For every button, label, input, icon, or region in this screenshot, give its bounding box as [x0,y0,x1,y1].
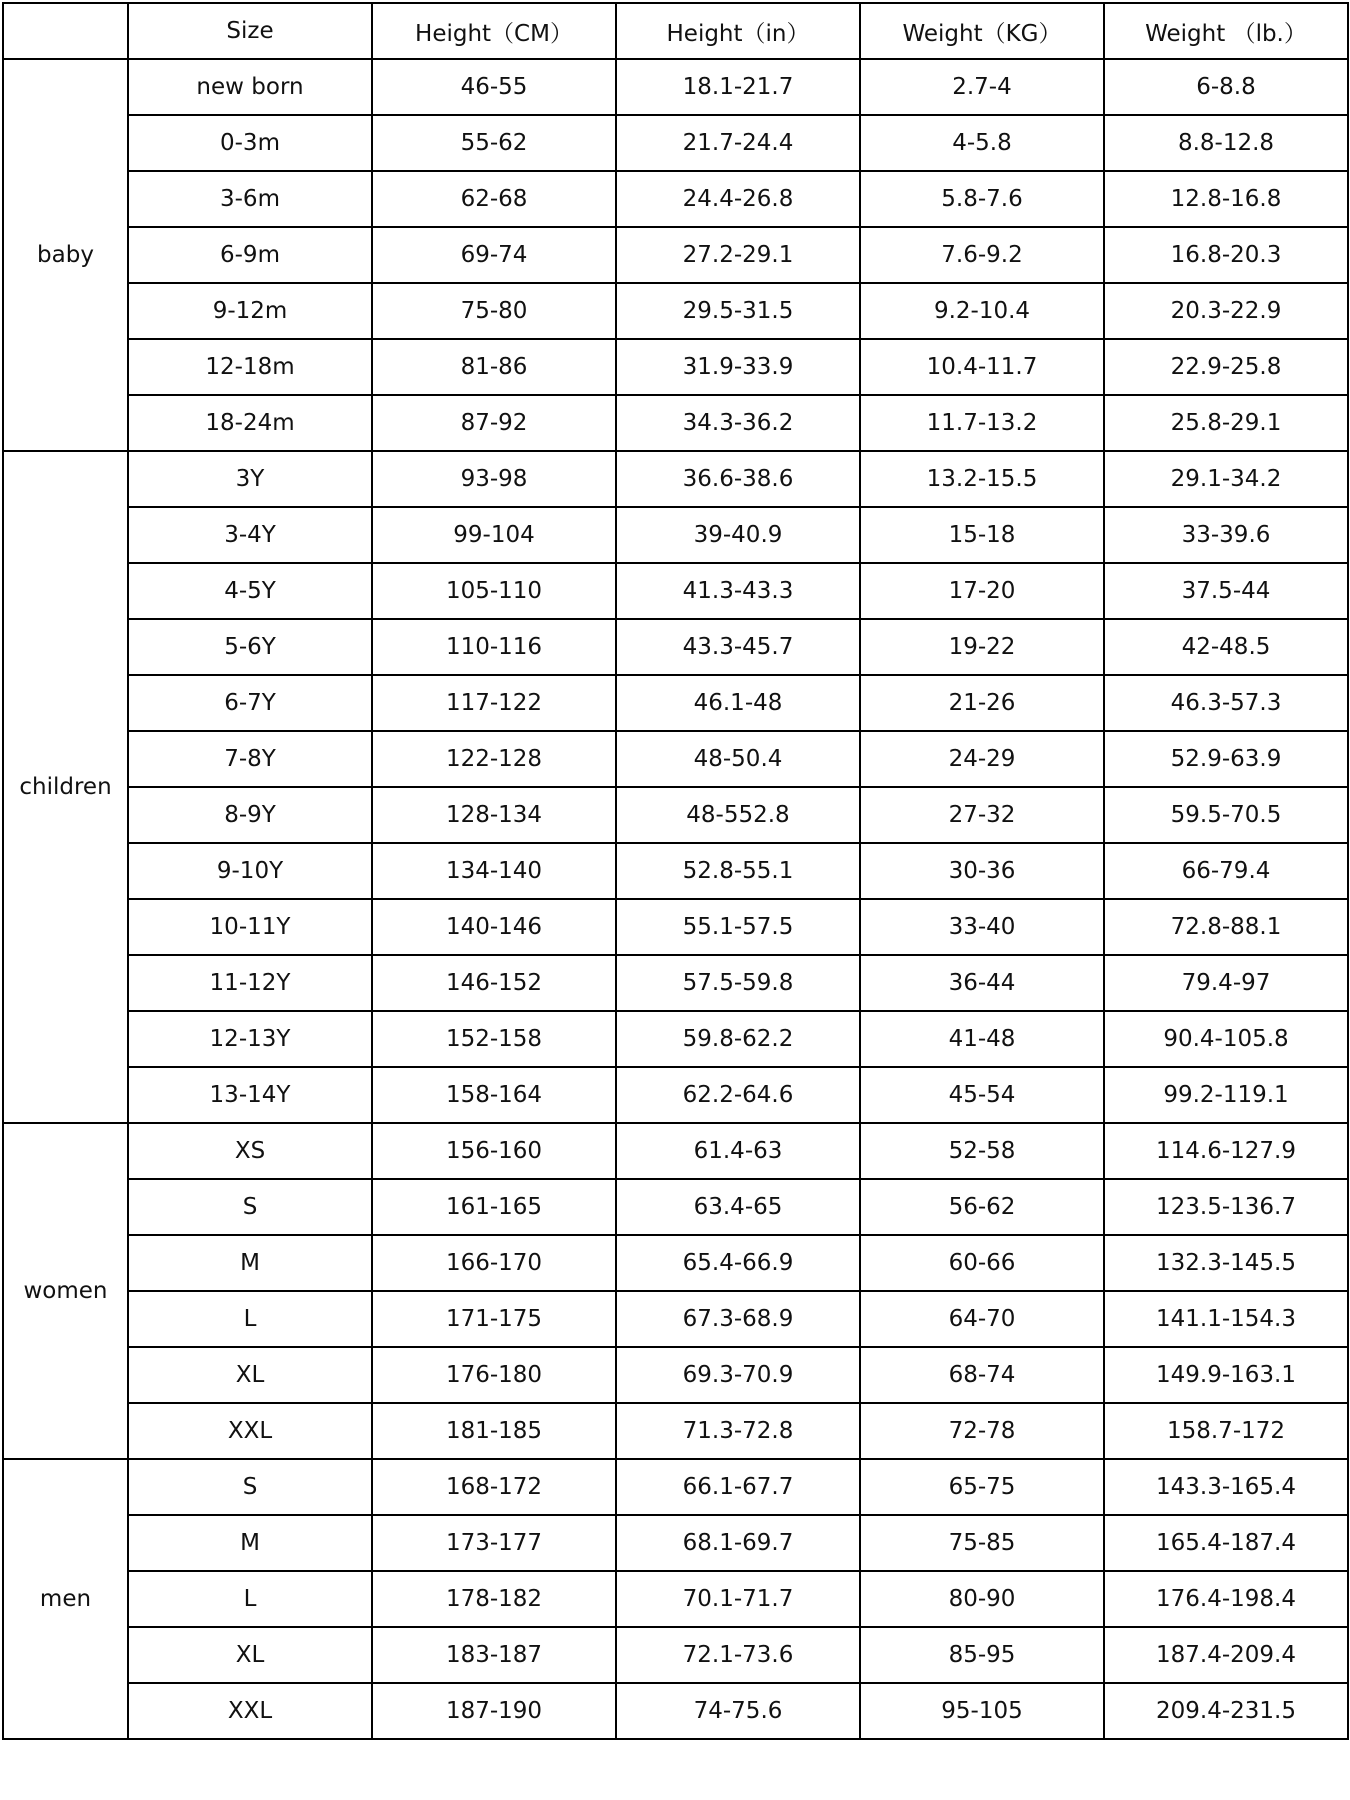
cell-height-in: 48-552.8 [616,787,860,843]
cell-weight-kg: 56-62 [860,1179,1104,1235]
cell-height-in: 43.3-45.7 [616,619,860,675]
cell-height-cm: 134-140 [372,843,616,899]
cell-height-cm: 117-122 [372,675,616,731]
cell-height-in: 62.2-64.6 [616,1067,860,1123]
cell-height-in: 74-75.6 [616,1683,860,1739]
cell-height-in: 31.9-33.9 [616,339,860,395]
cell-height-cm: 152-158 [372,1011,616,1067]
table-row [3,507,1348,563]
cell-weight-lb: 6-8.8 [1104,59,1348,115]
header-height-cm: Height（CM） [372,3,616,59]
cell-size: new born [128,59,372,115]
header-weight-lb: Weight （lb.） [1104,3,1348,59]
table-row [3,899,1348,955]
cell-weight-lb: 79.4-97 [1104,955,1348,1011]
cell-size: 0-3m [128,115,372,171]
cell-weight-lb: 22.9-25.8 [1104,339,1348,395]
cell-size: 4-5Y [128,563,372,619]
group-label-men: men [3,1459,128,1739]
table-row [3,1291,1348,1347]
cell-height-cm: 75-80 [372,283,616,339]
cell-height-cm: 181-185 [372,1403,616,1459]
cell-weight-lb: 46.3-57.3 [1104,675,1348,731]
cell-height-in: 21.7-24.4 [616,115,860,171]
cell-height-in: 55.1-57.5 [616,899,860,955]
cell-height-in: 34.3-36.2 [616,395,860,451]
cell-size: 13-14Y [128,1067,372,1123]
cell-weight-kg: 64-70 [860,1291,1104,1347]
cell-height-in: 69.3-70.9 [616,1347,860,1403]
cell-size: 9-10Y [128,843,372,899]
table-row [3,619,1348,675]
cell-weight-kg: 72-78 [860,1403,1104,1459]
table-row [3,1011,1348,1067]
cell-height-cm: 176-180 [372,1347,616,1403]
cell-weight-kg: 30-36 [860,843,1104,899]
cell-weight-kg: 68-74 [860,1347,1104,1403]
cell-weight-kg: 41-48 [860,1011,1104,1067]
cell-weight-kg: 36-44 [860,955,1104,1011]
cell-weight-lb: 25.8-29.1 [1104,395,1348,451]
cell-size: 12-18m [128,339,372,395]
cell-weight-lb: 42-48.5 [1104,619,1348,675]
cell-height-in: 27.2-29.1 [616,227,860,283]
cell-height-cm: 166-170 [372,1235,616,1291]
cell-weight-kg: 45-54 [860,1067,1104,1123]
table-row [3,1067,1348,1123]
cell-height-cm: 99-104 [372,507,616,563]
cell-weight-kg: 95-105 [860,1683,1104,1739]
cell-weight-lb: 165.4-187.4 [1104,1515,1348,1571]
cell-height-cm: 55-62 [372,115,616,171]
cell-weight-kg: 27-32 [860,787,1104,843]
table-body [3,59,1348,1739]
table-row [3,787,1348,843]
table-row [3,395,1348,451]
cell-height-in: 52.8-55.1 [616,843,860,899]
cell-weight-kg: 13.2-15.5 [860,451,1104,507]
cell-height-cm: 110-116 [372,619,616,675]
cell-height-cm: 69-74 [372,227,616,283]
cell-height-in: 18.1-21.7 [616,59,860,115]
cell-height-cm: 158-164 [372,1067,616,1123]
cell-height-in: 29.5-31.5 [616,283,860,339]
cell-weight-kg: 7.6-9.2 [860,227,1104,283]
cell-height-in: 36.6-38.6 [616,451,860,507]
cell-height-in: 65.4-66.9 [616,1235,860,1291]
cell-weight-lb: 99.2-119.1 [1104,1067,1348,1123]
cell-height-in: 41.3-43.3 [616,563,860,619]
cell-height-in: 57.5-59.8 [616,955,860,1011]
cell-size: 10-11Y [128,899,372,955]
cell-weight-lb: 123.5-136.7 [1104,1179,1348,1235]
cell-height-in: 71.3-72.8 [616,1403,860,1459]
cell-size: 12-13Y [128,1011,372,1067]
cell-size: XL [128,1347,372,1403]
header-height-in: Height（in） [616,3,860,59]
cell-size: XL [128,1627,372,1683]
cell-weight-lb: 114.6-127.9 [1104,1123,1348,1179]
cell-weight-lb: 158.7-172 [1104,1403,1348,1459]
table-row [3,731,1348,787]
table-row [3,283,1348,339]
cell-size: 6-9m [128,227,372,283]
table-row [3,1235,1348,1291]
cell-weight-kg: 15-18 [860,507,1104,563]
cell-height-cm: 146-152 [372,955,616,1011]
cell-height-in: 24.4-26.8 [616,171,860,227]
cell-size: 18-24m [128,395,372,451]
cell-height-cm: 183-187 [372,1627,616,1683]
size-chart-sheet [2,2,1349,1740]
cell-height-cm: 87-92 [372,395,616,451]
cell-height-in: 66.1-67.7 [616,1459,860,1515]
cell-height-cm: 128-134 [372,787,616,843]
cell-weight-kg: 5.8-7.6 [860,171,1104,227]
cell-weight-kg: 75-85 [860,1515,1104,1571]
cell-weight-lb: 143.3-165.4 [1104,1459,1348,1515]
cell-size: S [128,1179,372,1235]
cell-size: 7-8Y [128,731,372,787]
cell-size: XS [128,1123,372,1179]
cell-weight-kg: 33-40 [860,899,1104,955]
cell-size: S [128,1459,372,1515]
header-row [3,3,1348,59]
cell-weight-lb: 29.1-34.2 [1104,451,1348,507]
cell-weight-lb: 8.8-12.8 [1104,115,1348,171]
table-row [3,1683,1348,1739]
table-row [3,675,1348,731]
cell-weight-kg: 60-66 [860,1235,1104,1291]
cell-size: 9-12m [128,283,372,339]
size-chart-table [2,2,1349,1740]
cell-weight-lb: 209.4-231.5 [1104,1683,1348,1739]
cell-size: 3-4Y [128,507,372,563]
cell-weight-lb: 59.5-70.5 [1104,787,1348,843]
cell-height-cm: 81-86 [372,339,616,395]
table-row [3,1179,1348,1235]
cell-weight-lb: 20.3-22.9 [1104,283,1348,339]
cell-weight-kg: 2.7-4 [860,59,1104,115]
cell-size: 8-9Y [128,787,372,843]
cell-height-in: 46.1-48 [616,675,860,731]
table-row [3,115,1348,171]
cell-height-in: 63.4-65 [616,1179,860,1235]
cell-height-cm: 173-177 [372,1515,616,1571]
cell-height-cm: 62-68 [372,171,616,227]
cell-weight-lb: 37.5-44 [1104,563,1348,619]
cell-height-in: 70.1-71.7 [616,1571,860,1627]
cell-weight-kg: 21-26 [860,675,1104,731]
cell-weight-lb: 33-39.6 [1104,507,1348,563]
cell-weight-lb: 16.8-20.3 [1104,227,1348,283]
cell-weight-lb: 12.8-16.8 [1104,171,1348,227]
table-row [3,1459,1348,1515]
cell-size: L [128,1571,372,1627]
cell-weight-kg: 85-95 [860,1627,1104,1683]
cell-size: 11-12Y [128,955,372,1011]
table-row [3,227,1348,283]
cell-weight-kg: 52-58 [860,1123,1104,1179]
cell-height-in: 67.3-68.9 [616,1291,860,1347]
cell-weight-kg: 80-90 [860,1571,1104,1627]
table-header [3,3,1348,59]
cell-weight-lb: 149.9-163.1 [1104,1347,1348,1403]
table-row [3,339,1348,395]
cell-weight-kg: 4-5.8 [860,115,1104,171]
cell-height-in: 72.1-73.6 [616,1627,860,1683]
cell-size: 6-7Y [128,675,372,731]
cell-weight-kg: 65-75 [860,1459,1104,1515]
cell-height-in: 48-50.4 [616,731,860,787]
cell-weight-lb: 72.8-88.1 [1104,899,1348,955]
table-row [3,1403,1348,1459]
table-row [3,1347,1348,1403]
cell-weight-kg: 11.7-13.2 [860,395,1104,451]
table-row [3,843,1348,899]
cell-weight-kg: 9.2-10.4 [860,283,1104,339]
cell-height-cm: 156-160 [372,1123,616,1179]
header-weight-kg: Weight（KG） [860,3,1104,59]
cell-height-cm: 105-110 [372,563,616,619]
cell-weight-kg: 24-29 [860,731,1104,787]
table-row [3,955,1348,1011]
table-row [3,1627,1348,1683]
cell-size: XXL [128,1403,372,1459]
cell-height-cm: 187-190 [372,1683,616,1739]
cell-height-cm: 168-172 [372,1459,616,1515]
group-label-women: women [3,1123,128,1459]
cell-size: 3-6m [128,171,372,227]
cell-weight-lb: 66-79.4 [1104,843,1348,899]
table-row [3,1123,1348,1179]
header-corner-cell [3,3,128,59]
cell-height-cm: 46-55 [372,59,616,115]
cell-weight-kg: 10.4-11.7 [860,339,1104,395]
table-row [3,563,1348,619]
cell-height-in: 39-40.9 [616,507,860,563]
cell-height-cm: 93-98 [372,451,616,507]
cell-height-in: 61.4-63 [616,1123,860,1179]
cell-height-in: 59.8-62.2 [616,1011,860,1067]
cell-weight-lb: 90.4-105.8 [1104,1011,1348,1067]
cell-height-in: 68.1-69.7 [616,1515,860,1571]
cell-size: 5-6Y [128,619,372,675]
cell-weight-kg: 17-20 [860,563,1104,619]
cell-size: L [128,1291,372,1347]
table-row [3,1515,1348,1571]
header-size: Size [128,3,372,59]
table-row [3,451,1348,507]
cell-height-cm: 171-175 [372,1291,616,1347]
cell-size: 3Y [128,451,372,507]
cell-height-cm: 140-146 [372,899,616,955]
table-row [3,59,1348,115]
cell-weight-lb: 176.4-198.4 [1104,1571,1348,1627]
cell-weight-lb: 187.4-209.4 [1104,1627,1348,1683]
cell-size: M [128,1235,372,1291]
cell-weight-lb: 132.3-145.5 [1104,1235,1348,1291]
cell-weight-kg: 19-22 [860,619,1104,675]
cell-height-cm: 161-165 [372,1179,616,1235]
table-row [3,1571,1348,1627]
group-label-children: children [3,451,128,1123]
cell-height-cm: 122-128 [372,731,616,787]
table-row [3,171,1348,227]
group-label-baby: baby [3,59,128,451]
cell-size: XXL [128,1683,372,1739]
cell-weight-lb: 52.9-63.9 [1104,731,1348,787]
cell-size: M [128,1515,372,1571]
cell-height-cm: 178-182 [372,1571,616,1627]
cell-weight-lb: 141.1-154.3 [1104,1291,1348,1347]
